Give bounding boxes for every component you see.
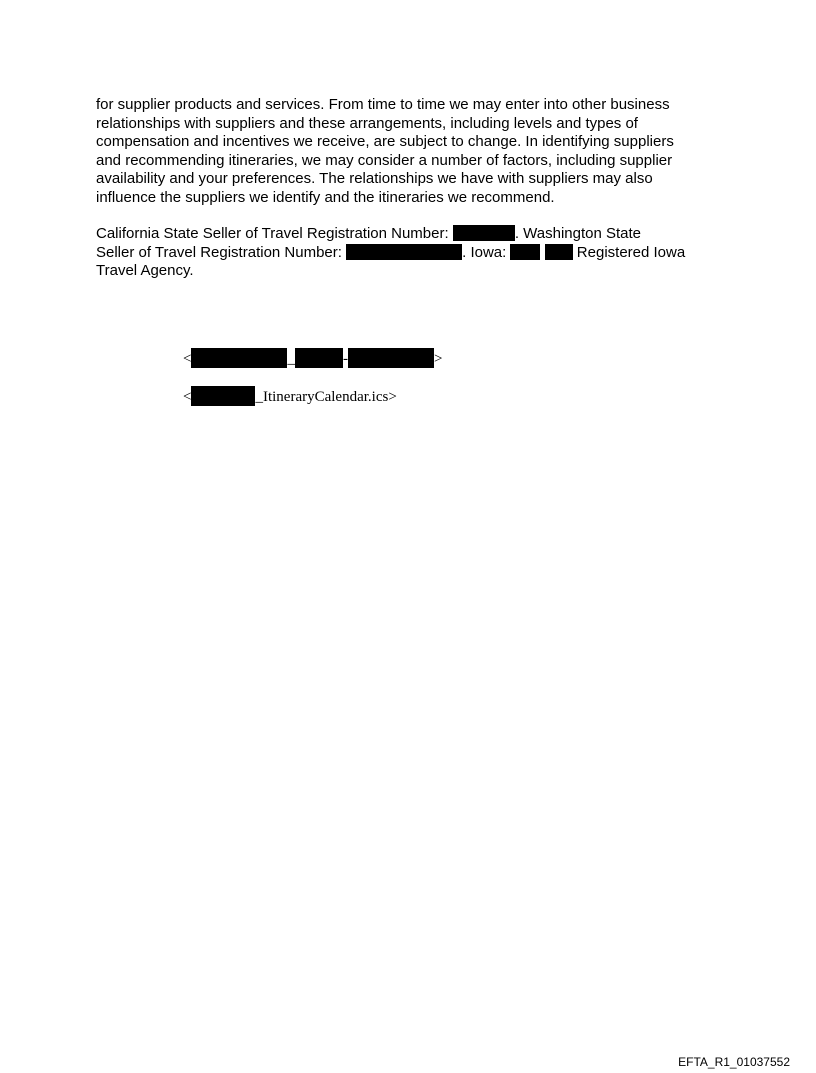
redaction-block (453, 225, 515, 241)
redaction-block (346, 244, 462, 260)
redaction-block (191, 348, 287, 368)
separator: _ (287, 351, 295, 367)
paragraph-line: compensation and incentives we receive, are subject to change. In identifying suppliers (96, 133, 674, 151)
california-registration-text: California State Seller of Travel Registration Number: (96, 225, 453, 242)
registration-line (96, 225, 726, 244)
angle-open: < (183, 351, 192, 367)
supplier-relationships-paragraph (96, 96, 726, 208)
attachment-link-ics[interactable] (183, 386, 397, 406)
registered-iowa-text: Registered Iowa (572, 243, 686, 261)
document-id-footer: EFTA_R1_01037552 (678, 1055, 790, 1069)
registration-line: Travel Agency. (96, 262, 194, 280)
redaction-block (295, 348, 343, 368)
registration-line (96, 244, 726, 263)
washington-state-text: . Washington State (514, 225, 642, 242)
redaction-block (545, 244, 573, 260)
paragraph-line: for supplier products and services. From time to time we may enter into other business (96, 96, 670, 113)
angle-open: < (183, 389, 192, 405)
attachment-link-1[interactable] (183, 348, 442, 368)
paragraph-line: influence the suppliers we identify and the itineraries we recommend. (96, 188, 555, 206)
registration-paragraph (96, 225, 726, 281)
angle-close: > (433, 351, 443, 367)
washington-registration-text: Seller of Travel Registration Number: (96, 243, 347, 261)
paragraph-line: availability and your preferences. The relationships we have with suppliers may also (96, 170, 653, 188)
separator: - (342, 351, 348, 367)
redaction-block (510, 244, 540, 260)
paragraph-line: relationships with suppliers and these arrangements, including levels and types of (96, 114, 638, 132)
paragraph-line: and recommending itineraries, we may consider a number of factors, including supplier (96, 151, 673, 169)
iowa-text: . Iowa: (462, 243, 511, 261)
itinerary-calendar-filename: _ItineraryCalendar.ics> (255, 389, 397, 405)
redaction-block (191, 386, 255, 406)
redaction-block (348, 348, 434, 368)
